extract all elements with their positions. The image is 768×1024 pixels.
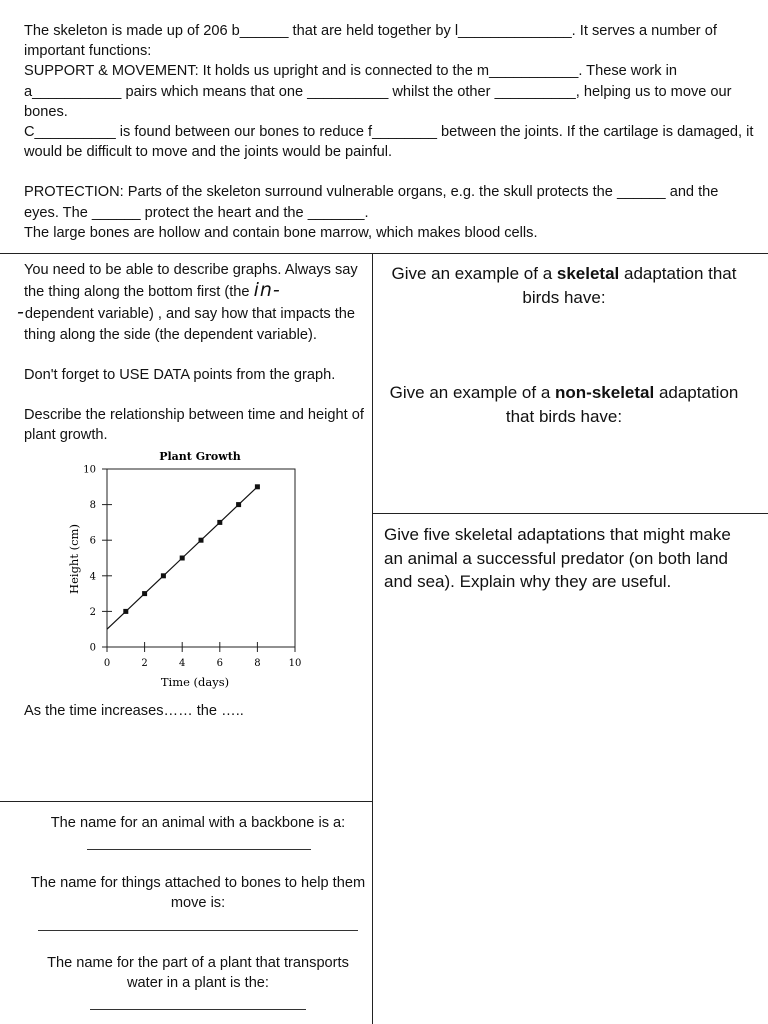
divider-vertical (372, 254, 373, 1024)
intro-line-marrow: The large bones are hollow and contain bone marrow, which makes blood cells. (24, 224, 538, 241)
x-tick-label: 4 (179, 658, 186, 669)
y-tick-label: 4 (89, 571, 96, 583)
data-point (255, 484, 260, 489)
handwritten-note: in- (253, 279, 281, 302)
y-tick-label: 2 (89, 606, 96, 618)
graph-instruction-2: Don't forget to USE DATA points from the graph. (24, 366, 336, 383)
question-skeletal-adaptation: Give an example of a skeletal adaptation that birds have: (391, 264, 737, 307)
answer-line-plant-transport[interactable] (90, 1009, 306, 1010)
question-plant-transport: The name for the part of a plant that transports water in a plant is the: (47, 955, 349, 992)
intro-text (24, 21, 756, 243)
handwritten-dash: - (17, 301, 25, 324)
data-point (199, 538, 204, 543)
intro-line-bones: The skeleton is made up of 206 b______ that are held together by l______________. It serves a number of important functions: (24, 23, 717, 60)
data-point (217, 520, 222, 525)
x-tick-label: 8 (254, 658, 261, 669)
y-tick-label: 0 (89, 642, 96, 654)
answer-line-muscles[interactable] (38, 930, 358, 931)
question-non-skeletal-adaptation: Give an example of a non-skeletal adaptation that birds have: (389, 383, 739, 426)
divider-left (0, 801, 372, 802)
chart-y-label: Height (cm) (67, 524, 81, 594)
answer-line-backbone[interactable] (87, 849, 311, 850)
plant-growth-chart (60, 445, 320, 695)
chart-x-label: Time (days) (160, 675, 230, 689)
y-tick-label: 6 (89, 535, 96, 547)
divider-top (0, 253, 768, 254)
graph-instruction-1: You need to be able to describe graphs. Always say the thing along the bottom first (the in- -dependent variable) , and say how that impacts the thing along the side (the dependent variable). (17, 262, 358, 343)
chart-plot-area (107, 469, 295, 647)
question-backbone: The name for an animal with a backbone is a: (50, 815, 346, 831)
question-muscles: The name for things attached to bones to help them move is: (30, 875, 366, 912)
data-point (236, 502, 241, 507)
answer-prompt: As the time increases…… the ….. (24, 703, 244, 719)
data-point (123, 609, 128, 614)
data-point (161, 573, 166, 578)
intro-line-support: SUPPORT & MOVEMENT: It holds us upright and is connected to the m___________. These work in a___________ pairs which means that one __________ whilst the other __________, helping us to move our bones. (24, 63, 732, 120)
y-tick-label: 8 (89, 500, 96, 512)
divider-right (373, 513, 768, 514)
x-tick-label: 6 (216, 658, 223, 669)
question-predator-adaptations: Give five skeletal adaptations that might make an animal a successful predator (on both land and sea). Explain why they are useful. (384, 525, 731, 591)
intro-line-protection: PROTECTION: Parts of the skeleton surround vulnerable organs, e.g. the skull protects the ______ and the eyes. The ______ protect the heart and the _______. (24, 184, 719, 221)
x-tick-label: 10 (288, 658, 302, 669)
graph-instruction-3: Describe the relationship between time and height of plant growth. (24, 407, 364, 444)
chart-title: Plant Growth (159, 450, 241, 463)
graph-instructions (17, 260, 369, 445)
data-point (180, 556, 185, 561)
data-point (142, 591, 147, 596)
x-tick-label: 2 (141, 658, 148, 669)
y-tick-label: 10 (83, 464, 96, 476)
x-tick-label: 0 (103, 658, 111, 669)
intro-line-cartilage: C__________ is found between our bones to reduce f________ between the joints. If the cartilage is damaged, it would be difficult to move and the joints would be painful. (24, 124, 754, 161)
